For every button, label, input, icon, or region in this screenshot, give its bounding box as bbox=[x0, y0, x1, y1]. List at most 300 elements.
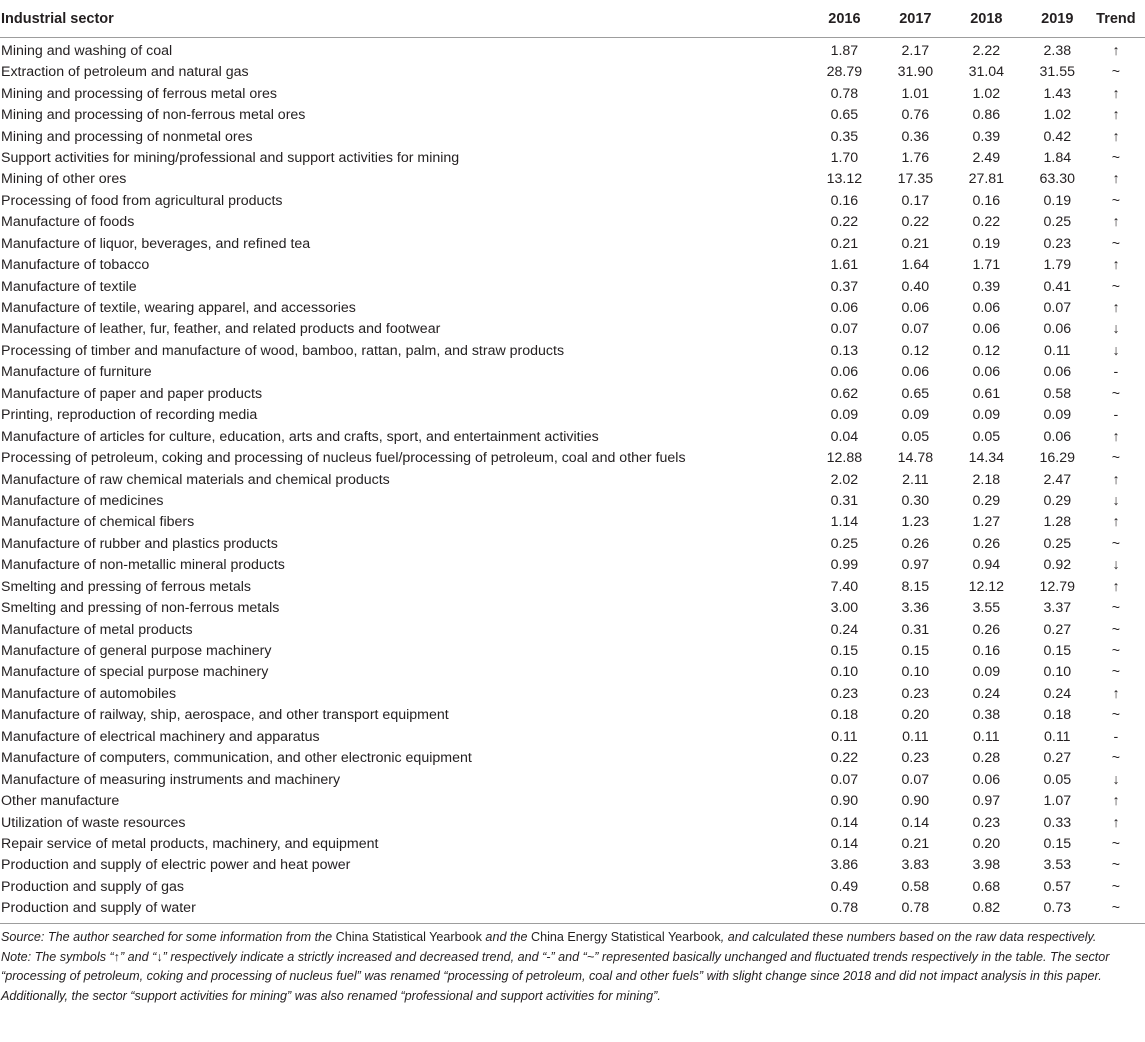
source-book-2: China Energy Statistical Yearbook bbox=[530, 930, 721, 945]
cell-value-2019: 0.05 bbox=[1043, 771, 1072, 788]
cell-value-2016: 3.86 bbox=[830, 857, 859, 874]
cell-value-2018: 0.86 bbox=[972, 107, 1001, 124]
table-row bbox=[0, 405, 1145, 426]
cell-sector: Processing of petroleum, coking and processing of nucleus fuel/processing of petroleum, coal and other fuels bbox=[1, 450, 686, 467]
cell-value-2017: 0.06 bbox=[901, 364, 930, 381]
cell-sector: Manufacture of non-metallic mineral products bbox=[1, 557, 285, 574]
cell-value-2017: 0.07 bbox=[901, 321, 930, 338]
cell-trend: ↑ bbox=[1112, 793, 1120, 810]
cell-sector: Manufacture of textile bbox=[1, 278, 137, 295]
table-body bbox=[0, 38, 1145, 924]
cell-sector: Manufacture of paper and paper products bbox=[1, 385, 263, 402]
cell-trend: ↓ bbox=[1112, 321, 1120, 338]
table-row bbox=[0, 662, 1145, 683]
cell-value-2017: 1.01 bbox=[901, 85, 930, 102]
header-year-2019: 2019 bbox=[1022, 0, 1093, 38]
cell-value-2016: 3.00 bbox=[830, 600, 859, 617]
cell-value-2018: 0.06 bbox=[972, 300, 1001, 317]
table-row bbox=[0, 469, 1145, 490]
cell-value-2019: 0.25 bbox=[1043, 535, 1072, 552]
cell-value-2016: 1.14 bbox=[830, 514, 859, 531]
cell-value-2017: 0.97 bbox=[901, 557, 930, 574]
cell-value-2019: 1.79 bbox=[1043, 257, 1072, 274]
cell-sector: Production and supply of gas bbox=[1, 878, 184, 895]
cell-value-2018: 12.12 bbox=[968, 578, 1005, 595]
cell-value-2018: 0.06 bbox=[972, 771, 1001, 788]
cell-value-2016: 0.21 bbox=[830, 235, 859, 252]
cell-value-2017: 31.90 bbox=[897, 64, 934, 81]
cell-value-2017: 0.21 bbox=[901, 235, 930, 252]
cell-value-2018: 31.04 bbox=[968, 64, 1005, 81]
cell-value-2019: 1.28 bbox=[1043, 514, 1072, 531]
cell-value-2019: 0.11 bbox=[1044, 342, 1071, 359]
cell-value-2016: 28.79 bbox=[826, 64, 863, 81]
cell-value-2019: 0.09 bbox=[1043, 407, 1072, 424]
table-row bbox=[0, 491, 1145, 512]
cell-value-2017: 0.40 bbox=[901, 278, 930, 295]
cell-value-2017: 0.76 bbox=[901, 107, 930, 124]
table-row bbox=[0, 426, 1145, 447]
cell-trend: ~ bbox=[1111, 857, 1121, 874]
cell-value-2019: 0.06 bbox=[1043, 428, 1072, 445]
cell-sector: Extraction of petroleum and natural gas bbox=[1, 64, 249, 81]
table-row bbox=[0, 898, 1145, 924]
cell-trend: ↑ bbox=[1112, 300, 1120, 317]
cell-trend: ~ bbox=[1111, 149, 1121, 166]
cell-trend: ~ bbox=[1093, 898, 1145, 924]
source-book-1: China Statistical Yearbook bbox=[335, 930, 482, 945]
cell-value-2016: 0.14 bbox=[830, 835, 859, 852]
cell-value-2018: 0.26 bbox=[972, 535, 1001, 552]
table-row bbox=[0, 748, 1145, 769]
cell-value-2017: 0.06 bbox=[901, 300, 930, 317]
table-row bbox=[0, 834, 1145, 855]
cell-value-2017: 2.17 bbox=[901, 43, 930, 59]
table-row bbox=[0, 534, 1145, 555]
cell-sector: Manufacture of measuring instruments and machinery bbox=[1, 771, 341, 788]
cell-trend: ~ bbox=[1111, 385, 1121, 402]
cell-value-2016: 0.16 bbox=[830, 192, 859, 209]
cell-sector: Manufacture of leather, fur, feather, and related products and footwear bbox=[1, 321, 441, 338]
cell-trend: ↑ bbox=[1112, 43, 1120, 59]
cell-sector: Manufacture of medicines bbox=[1, 492, 164, 509]
table-row bbox=[0, 38, 1145, 63]
cell-value-2018: 0.22 bbox=[972, 214, 1001, 231]
cell-sector: Manufacture of automobiles bbox=[1, 685, 177, 702]
cell-trend: ~ bbox=[1111, 278, 1121, 295]
cell-value-2019: 1.07 bbox=[1043, 793, 1072, 810]
table-row bbox=[0, 855, 1145, 876]
cell-value-2016: 0.31 bbox=[830, 492, 859, 509]
header-trend: Trend bbox=[1093, 0, 1145, 38]
cell-value-2019: 0.42 bbox=[1043, 128, 1072, 145]
cell-sector: Manufacture of special purpose machinery bbox=[1, 664, 269, 681]
cell-value-2019: 2.47 bbox=[1043, 471, 1072, 488]
cell-value-2017: 0.21 bbox=[901, 835, 930, 852]
cell-value-2019: 0.11 bbox=[1044, 728, 1071, 745]
table-row bbox=[0, 169, 1145, 190]
table-row bbox=[0, 448, 1145, 469]
cell-value-2019: 3.53 bbox=[1043, 857, 1072, 874]
cell-value-2018: 0.39 bbox=[972, 278, 1001, 295]
cell-value-2019: 0.23 bbox=[1043, 235, 1072, 252]
trend-symbol-note: Note: The symbols “↑” and “↓” respectively indicate a strictly increased and decreased trend, and “-” and “~” represented basically unchanged and fluctuated trends respectively in the table. The sector “processing of petroleum, coking and processing of nucleus fuel” was renamed “processing of petroleum, coal and other fuels” with slight change since 2018 and did not impact analysis in this paper. Additionally, the sector “support activities for mining” was also renamed “professional and support activities for mining”. bbox=[1, 949, 1110, 1003]
cell-value-2019: 12.79 bbox=[1039, 578, 1076, 595]
cell-trend: ~ bbox=[1111, 192, 1121, 209]
cell-value-2017: 0.05 bbox=[901, 428, 930, 445]
cell-value-2019: 0.25 bbox=[1043, 214, 1072, 231]
cell-value-2018: 0.24 bbox=[972, 685, 1001, 702]
cell-value-2016: 0.13 bbox=[830, 342, 859, 359]
cell-value-2017: 17.35 bbox=[897, 171, 934, 188]
cell-value-2018: 0.39 bbox=[972, 128, 1001, 145]
cell-value-2017: 8.15 bbox=[901, 578, 930, 595]
cell-trend: ~ bbox=[1111, 621, 1121, 638]
cell-value-2018: 0.11 bbox=[973, 728, 1000, 745]
cell-sector: Manufacture of railway, ship, aerospace, and other transport equipment bbox=[1, 707, 449, 724]
table-row bbox=[0, 727, 1145, 748]
cell-value-2017: 0.07 bbox=[901, 771, 930, 788]
cell-value-2018: 0.61 bbox=[972, 385, 1001, 402]
cell-value-2017: 0.15 bbox=[901, 643, 930, 660]
cell-trend: ~ bbox=[1111, 600, 1121, 617]
cell-value-2017: 0.23 bbox=[901, 685, 930, 702]
table-row bbox=[0, 148, 1145, 169]
cell-value-2016: 0.78 bbox=[830, 85, 859, 102]
cell-sector: Production and supply of water bbox=[0, 898, 809, 924]
cell-value-2019: 63.30 bbox=[1039, 171, 1076, 188]
cell-value-2019: 0.10 bbox=[1043, 664, 1072, 681]
cell-value-2019: 31.55 bbox=[1039, 64, 1076, 81]
cell-value-2016: 0.15 bbox=[830, 643, 859, 660]
table-row bbox=[0, 641, 1145, 662]
cell-sector: Smelting and pressing of ferrous metals bbox=[1, 578, 251, 595]
cell-trend: ↑ bbox=[1112, 471, 1120, 488]
cell-value-2016: 0.62 bbox=[830, 385, 859, 402]
table-row bbox=[0, 684, 1145, 705]
cell-value-2016: 0.18 bbox=[830, 707, 859, 724]
header-sector: Industrial sector bbox=[0, 0, 809, 38]
cell-value-2018: 2.22 bbox=[972, 43, 1001, 59]
cell-value-2017: 2.11 bbox=[902, 471, 929, 488]
cell-value-2019: 1.84 bbox=[1043, 149, 1072, 166]
table-row bbox=[0, 384, 1145, 405]
cell-sector: Mining and washing of coal bbox=[1, 43, 173, 59]
cell-value-2018: 0.05 bbox=[972, 428, 1001, 445]
table-row bbox=[0, 126, 1145, 147]
cell-value-2017: 3.36 bbox=[901, 600, 930, 617]
cell-value-2018: 3.98 bbox=[972, 857, 1001, 874]
cell-value-2019: 0.29 bbox=[1043, 492, 1072, 509]
cell-value-2019: 0.27 bbox=[1043, 621, 1072, 638]
table-row bbox=[0, 341, 1145, 362]
source-text-1: Source: The author searched for some information from the bbox=[1, 930, 336, 945]
cell-trend: ↓ bbox=[1112, 557, 1120, 574]
table-row bbox=[0, 555, 1145, 576]
cell-value-2016: 0.07 bbox=[830, 321, 859, 338]
table-row bbox=[0, 598, 1145, 619]
cell-value-2017: 1.64 bbox=[901, 257, 930, 274]
cell-value-2019: 0.19 bbox=[1043, 192, 1072, 209]
cell-value-2019: 0.24 bbox=[1043, 685, 1072, 702]
cell-value-2018: 0.38 bbox=[972, 707, 1001, 724]
cell-value-2018: 2.49 bbox=[972, 149, 1001, 166]
cell-trend: ↓ bbox=[1112, 771, 1120, 788]
cell-trend: ↑ bbox=[1112, 257, 1120, 274]
cell-trend: - bbox=[1113, 728, 1119, 745]
cell-value-2016: 0.99 bbox=[830, 557, 859, 574]
cell-value-2017: 0.23 bbox=[901, 750, 930, 767]
cell-value-2017: 0.20 bbox=[901, 707, 930, 724]
cell-value-2019: 0.27 bbox=[1043, 750, 1072, 767]
cell-value-2019: 0.33 bbox=[1043, 814, 1072, 831]
cell-value-2017: 3.83 bbox=[901, 857, 930, 874]
table-row bbox=[0, 234, 1145, 255]
cell-sector: Manufacture of articles for culture, education, arts and crafts, sport, and entertainment activities bbox=[1, 428, 599, 445]
cell-value-2017: 0.36 bbox=[901, 128, 930, 145]
table-row bbox=[0, 577, 1145, 598]
table-row bbox=[0, 298, 1145, 319]
cell-trend: ~ bbox=[1111, 643, 1121, 660]
cell-sector: Manufacture of textile, wearing apparel, and accessories bbox=[1, 300, 356, 317]
table-row bbox=[0, 212, 1145, 233]
cell-trend: ~ bbox=[1111, 750, 1121, 767]
cell-trend: ↓ bbox=[1112, 342, 1120, 359]
cell-value-2018: 27.81 bbox=[968, 171, 1005, 188]
cell-value-2018: 0.28 bbox=[972, 750, 1001, 767]
cell-trend: - bbox=[1113, 364, 1119, 381]
cell-trend: ↑ bbox=[1112, 685, 1120, 702]
cell-value-2017: 0.09 bbox=[901, 407, 930, 424]
cell-trend: ~ bbox=[1111, 450, 1121, 467]
cell-value-2016: 7.40 bbox=[830, 578, 859, 595]
cell-value-2019: 0.07 bbox=[1043, 300, 1072, 317]
cell-value-2016: 0.78 bbox=[809, 898, 880, 924]
cell-value-2016: 0.07 bbox=[830, 771, 859, 788]
cell-value-2016: 0.09 bbox=[830, 407, 859, 424]
cell-value-2018: 0.68 bbox=[972, 878, 1001, 895]
cell-sector: Manufacture of metal products bbox=[1, 621, 193, 638]
cell-value-2019: 0.06 bbox=[1043, 364, 1072, 381]
cell-value-2016: 0.11 bbox=[831, 728, 858, 745]
cell-value-2017: 0.30 bbox=[901, 492, 930, 509]
cell-value-2017: 0.12 bbox=[901, 342, 930, 359]
cell-sector: Manufacture of liquor, beverages, and refined tea bbox=[1, 235, 311, 252]
cell-value-2018: 2.18 bbox=[972, 471, 1001, 488]
table-row bbox=[0, 319, 1145, 340]
cell-value-2017: 0.78 bbox=[880, 898, 951, 924]
table-row bbox=[0, 255, 1145, 276]
cell-value-2019: 0.57 bbox=[1043, 878, 1072, 895]
cell-trend: ↑ bbox=[1112, 171, 1120, 188]
cell-value-2018: 0.26 bbox=[972, 621, 1001, 638]
cell-value-2016: 0.23 bbox=[830, 685, 859, 702]
cell-trend: - bbox=[1113, 407, 1119, 424]
cell-value-2017: 0.17 bbox=[901, 192, 930, 209]
cell-value-2019: 0.15 bbox=[1043, 643, 1072, 660]
cell-value-2018: 0.12 bbox=[972, 342, 1001, 359]
cell-value-2018: 0.16 bbox=[972, 643, 1001, 660]
cell-value-2016: 0.49 bbox=[830, 878, 859, 895]
cell-value-2018: 1.27 bbox=[972, 514, 1001, 531]
cell-value-2018: 0.97 bbox=[972, 793, 1001, 810]
cell-sector: Production and supply of electric power and heat power bbox=[1, 857, 351, 874]
cell-value-2016: 2.02 bbox=[830, 471, 859, 488]
cell-sector: Utilization of waste resources bbox=[1, 814, 186, 831]
cell-value-2016: 12.88 bbox=[826, 450, 863, 467]
cell-sector: Processing of timber and manufacture of wood, bamboo, rattan, palm, and straw products bbox=[1, 342, 565, 359]
table-row bbox=[0, 191, 1145, 212]
cell-trend: ↑ bbox=[1112, 128, 1120, 145]
cell-trend: ~ bbox=[1111, 664, 1121, 681]
cell-sector: Mining and processing of nonmetal ores bbox=[1, 128, 253, 145]
cell-value-2016: 0.22 bbox=[830, 214, 859, 231]
cell-sector: Mining of other ores bbox=[1, 171, 127, 188]
cell-value-2017: 1.23 bbox=[901, 514, 930, 531]
cell-value-2019: 0.58 bbox=[1043, 385, 1072, 402]
cell-value-2017: 0.10 bbox=[901, 664, 930, 681]
cell-trend: ↓ bbox=[1112, 492, 1120, 509]
cell-value-2016: 0.65 bbox=[830, 107, 859, 124]
cell-value-2016: 1.61 bbox=[830, 257, 859, 274]
cell-value-2019: 0.41 bbox=[1043, 278, 1072, 295]
cell-trend: ↑ bbox=[1112, 107, 1120, 124]
table-row bbox=[0, 791, 1145, 812]
cell-sector: Support activities for mining/professional and support activities for mining bbox=[1, 149, 460, 166]
cell-value-2016: 0.90 bbox=[830, 793, 859, 810]
cell-value-2017: 0.22 bbox=[901, 214, 930, 231]
cell-value-2017: 0.14 bbox=[901, 814, 930, 831]
cell-sector: Mining and processing of ferrous metal ores bbox=[1, 85, 278, 102]
table-row bbox=[0, 276, 1145, 297]
header-year-2018: 2018 bbox=[951, 0, 1022, 38]
cell-value-2017: 0.11 bbox=[902, 728, 929, 745]
cell-trend: ~ bbox=[1111, 64, 1121, 81]
cell-value-2017: 0.31 bbox=[901, 621, 930, 638]
cell-trend: ↑ bbox=[1112, 814, 1120, 831]
source-text-2: and the bbox=[481, 930, 531, 945]
table-row bbox=[0, 83, 1145, 104]
cell-value-2019: 0.06 bbox=[1043, 321, 1072, 338]
cell-value-2019: 16.29 bbox=[1039, 450, 1076, 467]
cell-value-2016: 0.06 bbox=[830, 364, 859, 381]
cell-sector: Manufacture of tobacco bbox=[1, 257, 150, 274]
source-note bbox=[1, 928, 1143, 948]
cell-value-2019: 0.15 bbox=[1043, 835, 1072, 852]
cell-sector: Processing of food from agricultural products bbox=[1, 192, 283, 209]
cell-sector: Manufacture of chemical fibers bbox=[1, 514, 195, 531]
cell-sector: Manufacture of rubber and plastics products bbox=[1, 535, 278, 552]
cell-trend: ~ bbox=[1111, 535, 1121, 552]
cell-value-2018: 0.23 bbox=[972, 814, 1001, 831]
cell-trend: ↑ bbox=[1112, 578, 1120, 595]
header-year-2016: 2016 bbox=[809, 0, 880, 38]
cell-value-2018: 0.20 bbox=[972, 835, 1001, 852]
cell-value-2017: 0.90 bbox=[901, 793, 930, 810]
cell-value-2016: 0.14 bbox=[830, 814, 859, 831]
cell-sector: Manufacture of electrical machinery and apparatus bbox=[1, 728, 320, 745]
cell-value-2019: 0.92 bbox=[1043, 557, 1072, 574]
cell-sector: Manufacture of raw chemical materials and chemical products bbox=[1, 471, 390, 488]
table-row bbox=[0, 62, 1145, 83]
cell-value-2017: 1.76 bbox=[901, 149, 930, 166]
cell-value-2016: 1.87 bbox=[830, 43, 859, 59]
cell-value-2018: 3.55 bbox=[972, 600, 1001, 617]
cell-value-2018: 0.16 bbox=[972, 192, 1001, 209]
table-footnotes bbox=[0, 924, 1145, 1006]
cell-value-2019: 0.18 bbox=[1043, 707, 1072, 724]
cell-value-2018: 1.02 bbox=[972, 85, 1001, 102]
cell-sector: Manufacture of furniture bbox=[1, 364, 152, 381]
cell-value-2018: 0.09 bbox=[972, 407, 1001, 424]
table-header-row bbox=[0, 0, 1145, 38]
table-row bbox=[0, 512, 1145, 533]
cell-value-2016: 0.25 bbox=[830, 535, 859, 552]
cell-sector: Other manufacture bbox=[1, 793, 120, 810]
cell-value-2018: 0.06 bbox=[972, 321, 1001, 338]
cell-value-2018: 0.29 bbox=[972, 492, 1001, 509]
cell-value-2019: 1.02 bbox=[1043, 107, 1072, 124]
table-row bbox=[0, 362, 1145, 383]
cell-value-2016: 0.35 bbox=[830, 128, 859, 145]
cell-value-2016: 13.12 bbox=[826, 171, 863, 188]
cell-value-2018: 0.19 bbox=[972, 235, 1001, 252]
cell-value-2016: 0.10 bbox=[830, 664, 859, 681]
cell-value-2018: 1.71 bbox=[972, 257, 1001, 274]
header-year-2017: 2017 bbox=[880, 0, 951, 38]
cell-value-2018: 0.94 bbox=[972, 557, 1001, 574]
cell-value-2018: 14.34 bbox=[968, 450, 1005, 467]
cell-sector: Printing, reproduction of recording media bbox=[1, 407, 258, 424]
cell-sector: Manufacture of foods bbox=[1, 214, 135, 231]
cell-value-2018: 0.82 bbox=[951, 898, 1022, 924]
cell-sector: Manufacture of general purpose machinery bbox=[1, 643, 272, 660]
cell-value-2018: 0.09 bbox=[972, 664, 1001, 681]
cell-value-2016: 0.37 bbox=[830, 278, 859, 295]
table-row bbox=[0, 619, 1145, 640]
cell-sector: Repair service of metal products, machinery, and equipment bbox=[1, 835, 379, 852]
cell-trend: ~ bbox=[1111, 235, 1121, 252]
cell-trend: ↑ bbox=[1112, 214, 1120, 231]
table-row bbox=[0, 877, 1145, 898]
cell-sector: Smelting and pressing of non-ferrous metals bbox=[1, 600, 280, 617]
cell-value-2016: 0.24 bbox=[830, 621, 859, 638]
cell-value-2017: 0.58 bbox=[901, 878, 930, 895]
cell-trend: ↑ bbox=[1112, 514, 1120, 531]
cell-sector: Manufacture of computers, communication, and other electronic equipment bbox=[1, 750, 472, 767]
table-row bbox=[0, 812, 1145, 833]
cell-value-2019: 0.73 bbox=[1022, 898, 1093, 924]
cell-value-2018: 0.06 bbox=[972, 364, 1001, 381]
cell-value-2016: 0.22 bbox=[830, 750, 859, 767]
cell-sector: Mining and processing of non-ferrous metal ores bbox=[1, 107, 306, 124]
cell-value-2019: 2.38 bbox=[1043, 43, 1072, 59]
table-row bbox=[0, 105, 1145, 126]
cell-trend: ~ bbox=[1111, 707, 1121, 724]
table-row bbox=[0, 705, 1145, 726]
table-row bbox=[0, 769, 1145, 790]
cell-value-2017: 0.26 bbox=[901, 535, 930, 552]
cell-trend: ↑ bbox=[1112, 428, 1120, 445]
cell-value-2017: 0.65 bbox=[901, 385, 930, 402]
cell-value-2017: 14.78 bbox=[897, 450, 934, 467]
cell-trend: ~ bbox=[1111, 878, 1121, 895]
cell-value-2019: 3.37 bbox=[1043, 600, 1072, 617]
cell-value-2016: 1.70 bbox=[830, 149, 859, 166]
cell-value-2016: 0.04 bbox=[830, 428, 859, 445]
source-text-3: , and calculated these numbers based on the raw data respectively. bbox=[720, 930, 1097, 945]
cell-trend: ↑ bbox=[1112, 85, 1120, 102]
